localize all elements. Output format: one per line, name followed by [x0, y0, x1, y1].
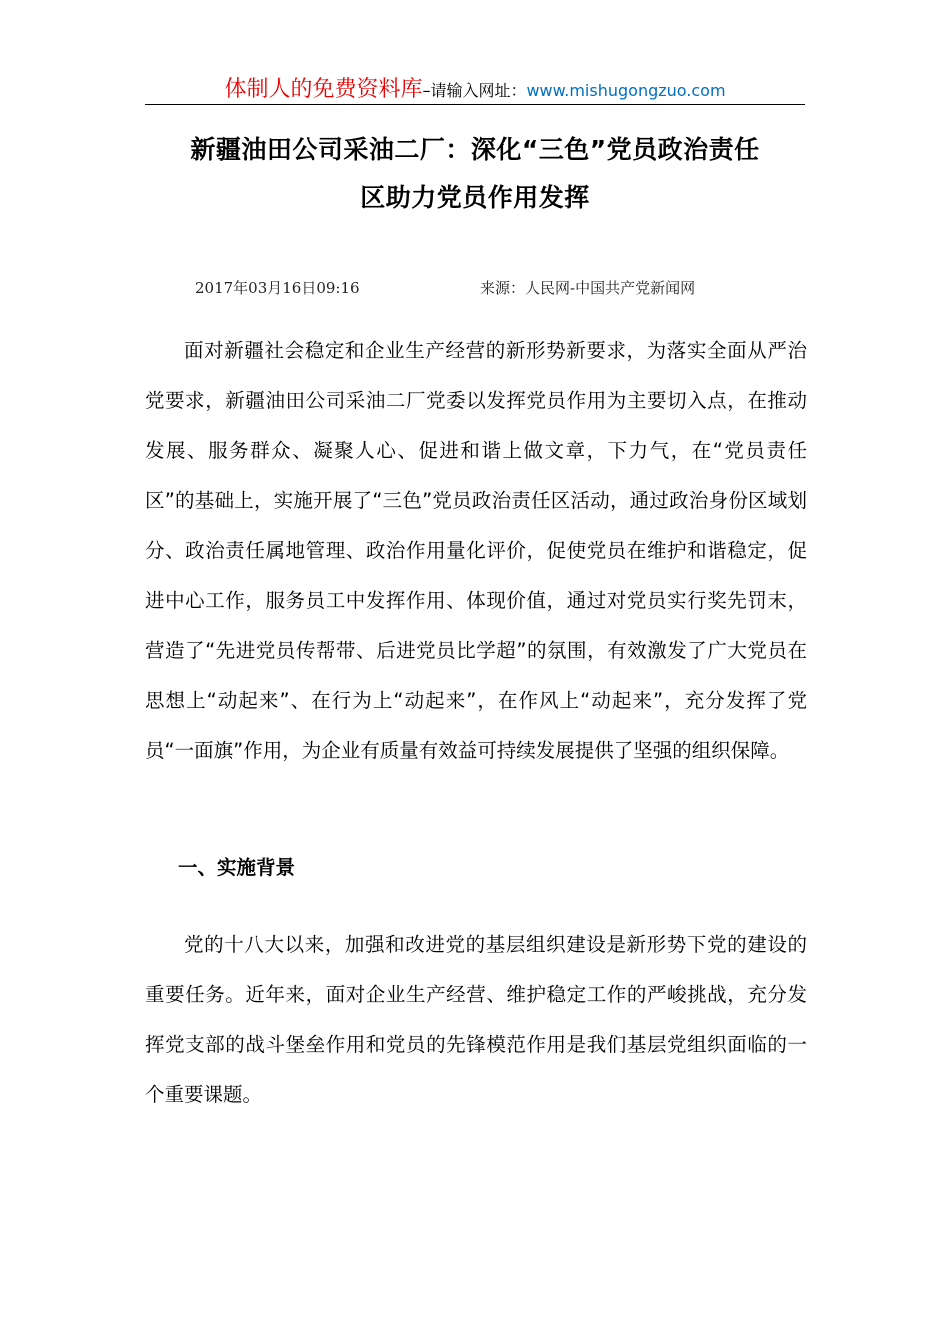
header-url-link[interactable]: www.mishugongzuo.com: [526, 81, 726, 100]
header-prompt-text: –请输入网址：: [422, 81, 527, 100]
article-title-line-1: 新疆油田公司采油二厂：深化“三色”党员政治责任: [190, 135, 760, 164]
page-header: [145, 72, 805, 105]
header-brand-text: 体制人的免费资料库: [224, 77, 423, 102]
body-paragraph: 党的十八大以来，加强和改进党的基层组织建设是新形势下党的建设的重要任务。近年来，面对企业生产经营、维护稳定工作的严峻挑战，充分发挥党支部的战斗堡垒作用和党员的先锋模范作用是我们基层党组织面临的一个重要课题。: [145, 933, 807, 1106]
article-meta: [195, 277, 815, 298]
article-datetime: 2017年03月16日09:16: [195, 279, 360, 297]
article-title: [130, 126, 820, 222]
article-title-line-2: 区助力党员作用发挥: [360, 183, 590, 212]
section-heading: 一、实施背景: [178, 856, 296, 879]
body-paragraph: 面对新疆社会稳定和企业生产经营的新形势新要求，为落实全面从严治党要求，新疆油田公司采油二厂党委以发挥党员作用为主要切入点，在推动发展、服务群众、凝聚人心、促进和谐上做文章，下力气，在“党员责任区”的基础上，实施开展了“三色”党员政治责任区活动，通过政治身份区域划分、政治责任属地管理、政治作用量化评价，促使党员在维护和谐稳定，促进中心工作，服务员工中发挥作用、体现价值，通过对党员实行奖先罚末，营造了“先进党员传帮带、后进党员比学超”的氛围，有效激发了广大党员在思想上“动起来”、在行为上“动起来”，在作风上“动起来”，充分发挥了党员“一面旗”作用，为企业有质量有效益可持续发展提供了坚强的组织保障。: [145, 339, 807, 762]
article-source: 来源：人民网-中国共产党新闻网: [480, 279, 696, 297]
